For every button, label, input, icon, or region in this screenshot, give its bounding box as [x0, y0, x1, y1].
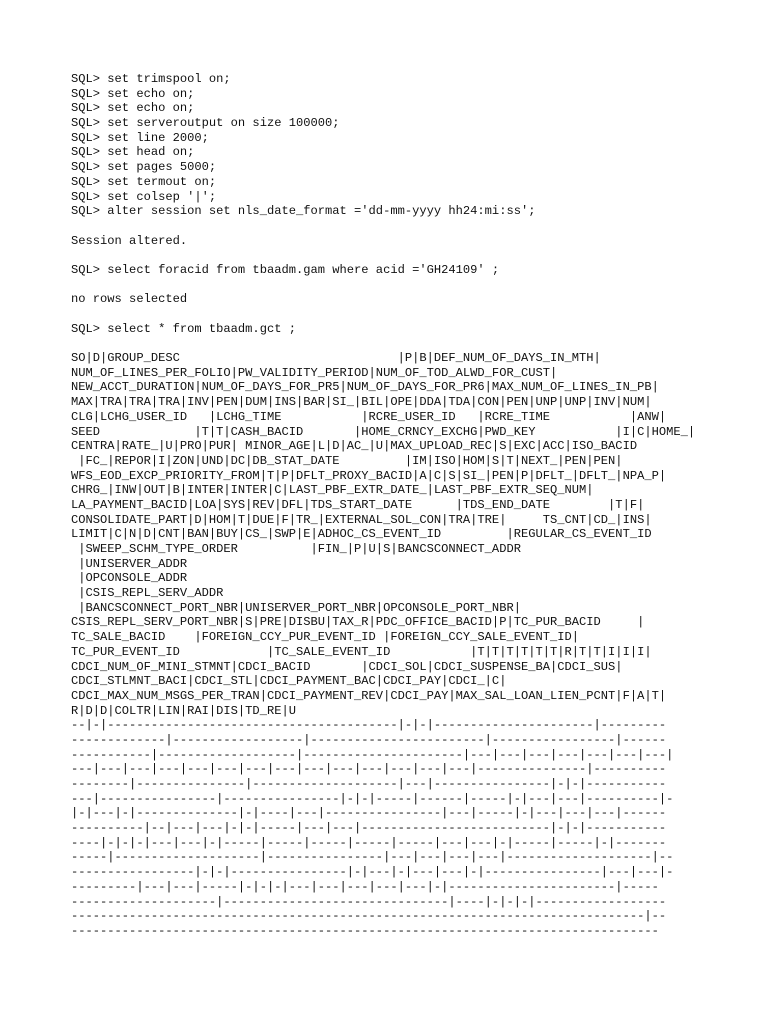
output-line: SQL> set trimspool on;: [71, 72, 231, 86]
output-line: SQL> select * from tbaadm.gct ;: [71, 321, 296, 336]
output-line: CENTRA|RATE_|U|PRO|PUR| MINOR_AGE|L|D|AC_|U|MAX_UPLOAD_REC|S|EXC|ACC|ISO_BACID: [71, 439, 638, 454]
output-line: SQL> select foracid from tbaadm.gam where acid ='GH24109' ;: [71, 262, 500, 277]
output-line: MAX|TRA|TRA|TRA|INV|PEN|DUM|INS|BAR|SI_|BIL|OPE|DDA|TDA|CON|PEN|UNP|UNP|INV|NUM|: [71, 395, 652, 410]
output-line: SEED |T|T|CASH_BACID |HOME_CRNCY_EXCHG|PWD_KEY |I|C|HOME_|: [71, 424, 696, 439]
output-line: TC_SALE_BACID |FOREIGN_CCY_PUR_EVENT_ID |FOREIGN_CCY_SALE_EVENT_ID|: [71, 630, 580, 645]
output-line: ---------------------------------------------------------------------------------: [71, 923, 659, 938]
output-line: SQL> set line 2000;: [71, 130, 209, 145]
output-line: -----|--------------------|----------------|---|---|---|---|--------------------|--: [71, 850, 674, 865]
output-line: ---|---|---|---|---|---|---|---|---|---|---|---|---|---|---------------|----------: [71, 762, 667, 777]
output-line: |FC_|REPOR|I|ZON|UND|DC|DB_STAT_DATE |IM|ISO|HOM|S|T|NEXT_|PEN|PEN|: [71, 453, 623, 468]
output-line: |-|---|-|--------------|-|----|---|----------------|---|-----|-|---|---|---|------: [71, 806, 667, 821]
output-line: [71, 336, 711, 351]
output-line: SQL> alter session set nls_date_format ='dd-mm-yyyy hh24:mi:ss';: [71, 204, 536, 219]
output-line: [71, 248, 711, 263]
output-line: ---|----------------|----------------|-|-|-----|------|-----|-|---|---|----------|-: [71, 791, 674, 806]
output-line: CHRG_|INW|OUT|B|INTER|INTER|C|LAST_PBF_EXTR_DATE_|LAST_PBF_EXTR_SEQ_NUM|: [71, 483, 594, 498]
output-line: no rows selected: [71, 292, 188, 307]
output-line: NUM_OF_LINES_PER_FOLIO|PW_VALIDITY_PERIOD|NUM_OF_TOD_ALWD_FOR_CUST|: [71, 365, 558, 380]
output-line: --------------------|-------------------------------|----|-|-|-|------------------: [71, 894, 667, 909]
output-line: |OPCONSOLE_ADDR: [71, 571, 188, 586]
terminal-output: [71, 72, 711, 939]
output-line: SQL> set termout on;: [71, 174, 217, 189]
output-line: -------------|------------------|------------------------|-----------------|------: [71, 732, 667, 747]
output-line: [71, 307, 711, 322]
output-line: ---------|---|---|-----|-|-|-|---|---|---|---|---|-|-----------------------|-----: [71, 879, 659, 894]
output-line: |UNISERVER_ADDR: [71, 556, 188, 571]
output-line: CSIS_REPL_SERV_PORT_NBR|S|PRE|DISBU|TAX_R|PDC_OFFICE_BACID|P|TC_PUR_BACID |: [71, 615, 645, 630]
output-line: CDCI_MAX_NUM_MSGS_PER_TRAN|CDCI_PAYMENT_REV|CDCI_PAY|MAX_SAL_LOAN_LIEN_PCNT|F|A|T|: [71, 688, 667, 703]
output-line: -----------------|-|-|----------------|-|---|-|---|---|-|----------------|---|---|-: [71, 865, 674, 880]
output-line: LIMIT|C|N|D|CNT|BAN|BUY|CS_|SWP|E|ADHOC_CS_EVENT_ID |REGULAR_CS_EVENT_ID: [71, 527, 652, 542]
output-line: -------------------------------------------------------------------------------|--: [71, 909, 667, 924]
output-line: SQL> set echo on;: [71, 86, 195, 101]
output-line: |SWEEP_SCHM_TYPE_ORDER |FIN_|P|U|S|BANCSCONNECT_ADDR: [71, 542, 521, 556]
output-line: Session altered.: [71, 233, 188, 248]
output-line: LA_PAYMENT_BACID|LOA|SYS|REV|DFL|TDS_START_DATE |TDS_END_DATE |T|F|: [71, 497, 645, 512]
output-line: CONSOLIDATE_PART|D|HOM|T|DUE|F|TR_|EXTERNAL_SOL_CON|TRA|TRE| TS_CNT|CD_|INS|: [71, 512, 652, 527]
output-line: R|D|D|COLTR|LIN|RAI|DIS|TD_RE|U: [71, 703, 296, 718]
output-line: [71, 219, 711, 234]
output-line: SQL> set echo on;: [71, 101, 195, 116]
output-line: CLG|LCHG_USER_ID |LCHG_TIME |RCRE_USER_ID |RCRE_TIME |ANW|: [71, 409, 667, 424]
output-line: ----|-|-|-|---|---|-|-----|-----|-----|-----|-----|---|---|-|-----|-----|-|-------: [71, 835, 667, 850]
output-line: SQL> set head on;: [71, 145, 195, 160]
output-line: WFS_EOD_EXCP_PRIORITY_FROM|T|P|DFLT_PROXY_BACID|A|C|S|SI_|PEN|P|DFLT_|DFLT_|NPA_P|: [71, 468, 667, 483]
output-line: [71, 278, 711, 293]
output-line: |CSIS_REPL_SERV_ADDR: [71, 586, 224, 601]
output-line: SQL> set colsep '|';: [71, 189, 217, 204]
output-line: --------|---------------|--------------------|---|----------------|-|-|-----------: [71, 777, 667, 791]
output-line: SQL> set serveroutput on size 100000;: [71, 116, 340, 131]
output-line: SQL> set pages 5000;: [71, 160, 217, 175]
output-line: ----------|--|---|---|-|-|-----|---|---|--------------------------|-|-|-----------: [71, 821, 667, 836]
output-line: -----------|-------------------|----------------------|---|---|---|---|---|---|---|: [71, 747, 674, 762]
output-line: CDCI_NUM_OF_MINI_STMNT|CDCI_BACID |CDCI_SOL|CDCI_SUSPENSE_BA|CDCI_SUS|: [71, 659, 623, 674]
output-line: SO|D|GROUP_DESC |P|B|DEF_NUM_OF_DAYS_IN_MTH|: [71, 351, 601, 366]
output-line: NEW_ACCT_DURATION|NUM_OF_DAYS_FOR_PR5|NUM_OF_DAYS_FOR_PR6|MAX_NUM_OF_LINES_IN_PB|: [71, 380, 659, 395]
output-line: TC_PUR_EVENT_ID |TC_SALE_EVENT_ID |T|T|T|T|T|T|R|T|T|I|I|I|: [71, 644, 652, 659]
output-line: --|-|----------------------------------------|-|-|----------------------|---------: [71, 718, 667, 733]
output-line: |BANCSCONNECT_PORT_NBR|UNISERVER_PORT_NBR|OPCONSOLE_PORT_NBR|: [71, 600, 521, 615]
output-line: CDCI_STLMNT_BACI|CDCI_STL|CDCI_PAYMENT_BAC|CDCI_PAY|CDCI_|C|: [71, 674, 507, 689]
